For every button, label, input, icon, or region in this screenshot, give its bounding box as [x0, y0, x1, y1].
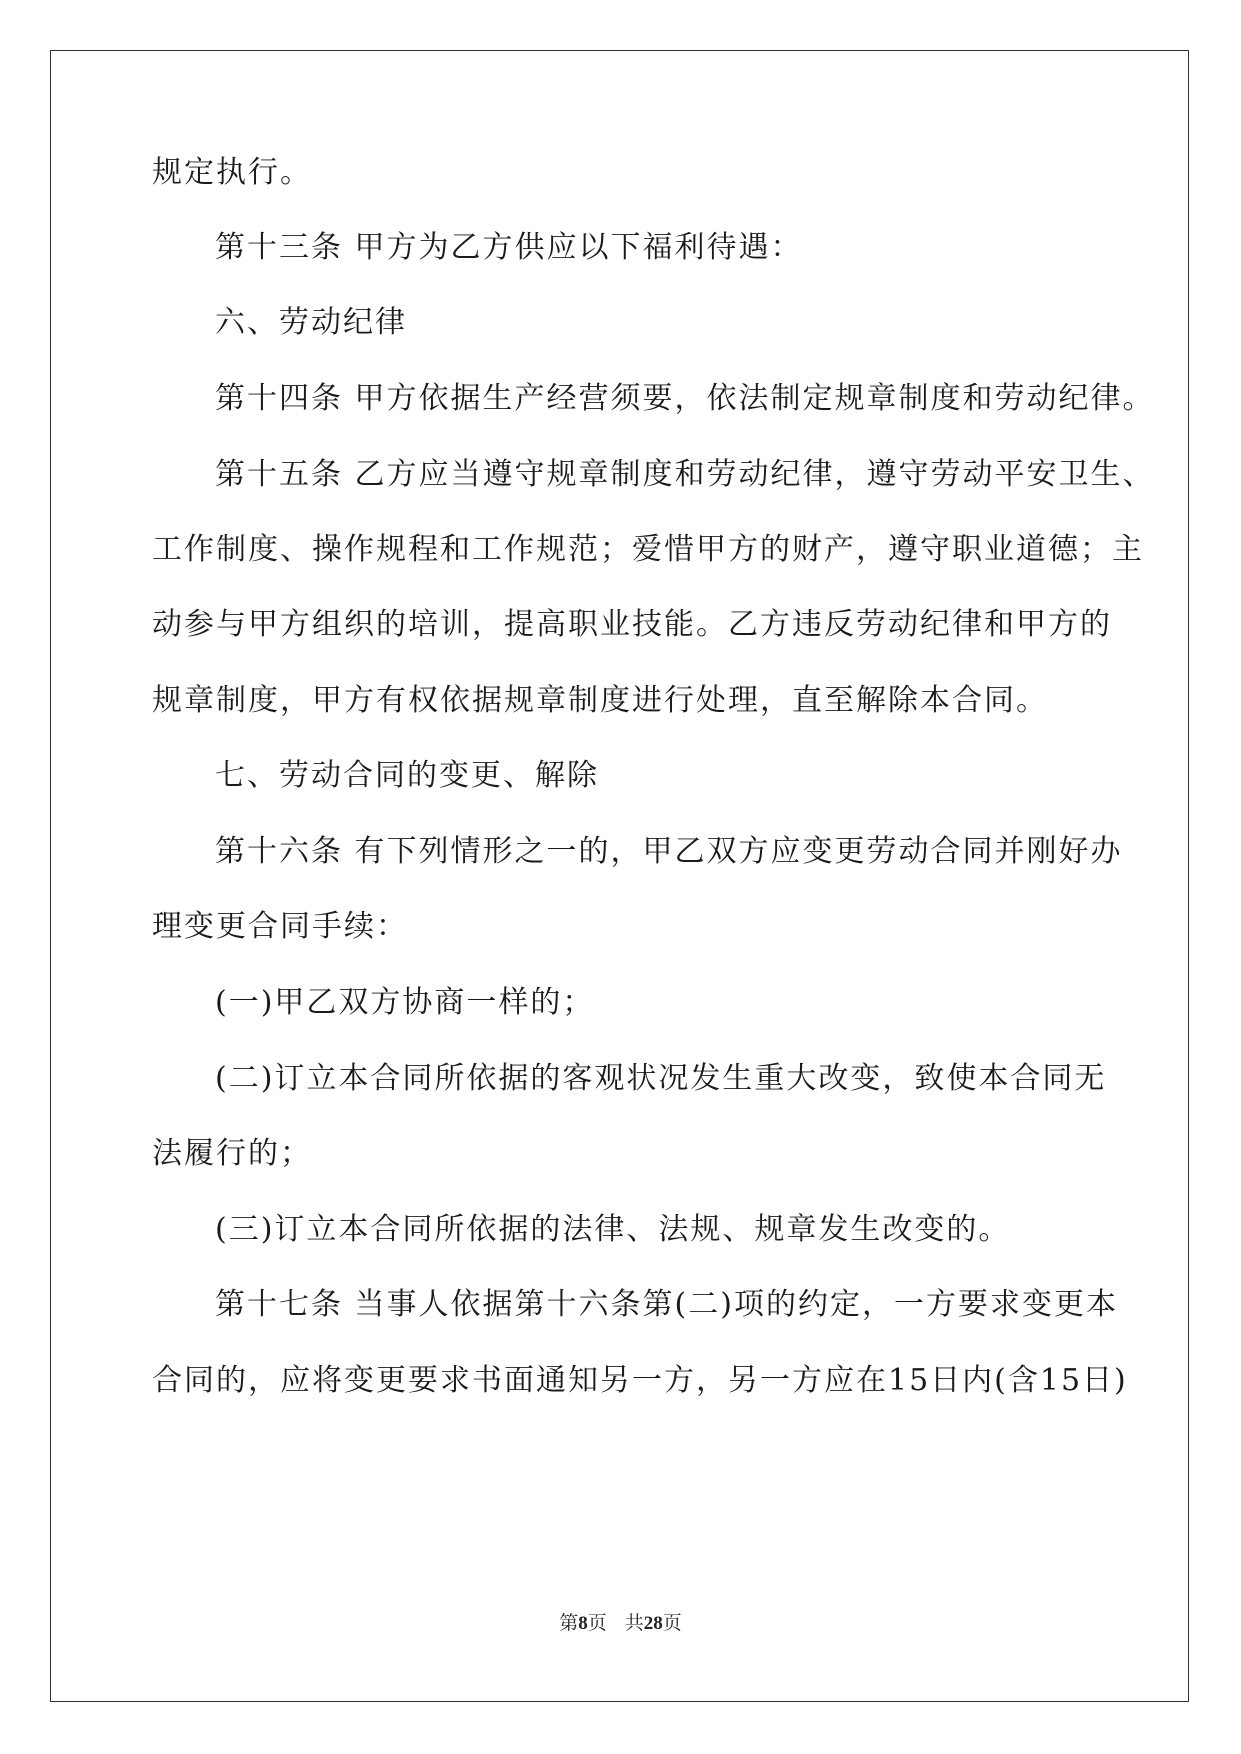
- page-prefix: 第: [559, 1613, 579, 1634]
- article-17: 第十七条 当事人依据第十六条第(二)项的约定，一方要求变更本: [215, 1287, 1118, 1322]
- text-line: 理变更合同手续：: [152, 909, 408, 944]
- article-14: 第十四条 甲方依据生产经营须要，依法制定规章制度和劳动纪律。: [215, 381, 1155, 416]
- text-line: 规章制度，甲方有权依据规章制度进行处理，直至解除本合同。: [152, 683, 1048, 718]
- text-line: 工作制度、操作规程和工作规范；爱惜甲方的财产，遵守职业道德；主: [152, 532, 1144, 567]
- total-pages: 28: [643, 1613, 663, 1634]
- article-13: 第十三条 甲方为乙方供应以下福利待遇：: [215, 230, 803, 265]
- article-16: 第十六条 有下列情形之一的，甲乙双方应变更劳动合同并刚好办: [215, 834, 1123, 869]
- article-15: 第十五条 乙方应当遵守规章制度和劳动纪律，遵守劳动平安卫生、: [215, 457, 1155, 492]
- list-item-3: (三)订立本合同所依据的法律、法规、规章发生改变的。: [215, 1212, 1011, 1247]
- page-border: [50, 50, 1189, 1702]
- page-number: 8: [578, 1613, 588, 1634]
- section-heading-contract-change: 七、劳动合同的变更、解除: [215, 758, 599, 793]
- list-item-1: (一)甲乙双方协商一样的；: [215, 985, 595, 1020]
- text-line: 法履行的；: [152, 1136, 312, 1171]
- text-line: 动参与甲方组织的培训，提高职业技能。乙方违反劳动纪律和甲方的: [152, 607, 1112, 642]
- list-item-2: (二)订立本合同所依据的客观状况发生重大改变，致使本合同无: [215, 1061, 1107, 1096]
- total-suffix: 页: [662, 1613, 682, 1634]
- page-suffix: 页: [587, 1613, 607, 1634]
- text-line: 规定执行。: [152, 155, 312, 190]
- text-line: 合同的，应将变更要求书面通知另一方，另一方应在15日内(含15日): [152, 1363, 1128, 1398]
- page-footer: [0, 1612, 1241, 1636]
- total-prefix: 共: [624, 1613, 644, 1634]
- section-heading-labor-discipline: 六、劳动纪律: [215, 305, 407, 340]
